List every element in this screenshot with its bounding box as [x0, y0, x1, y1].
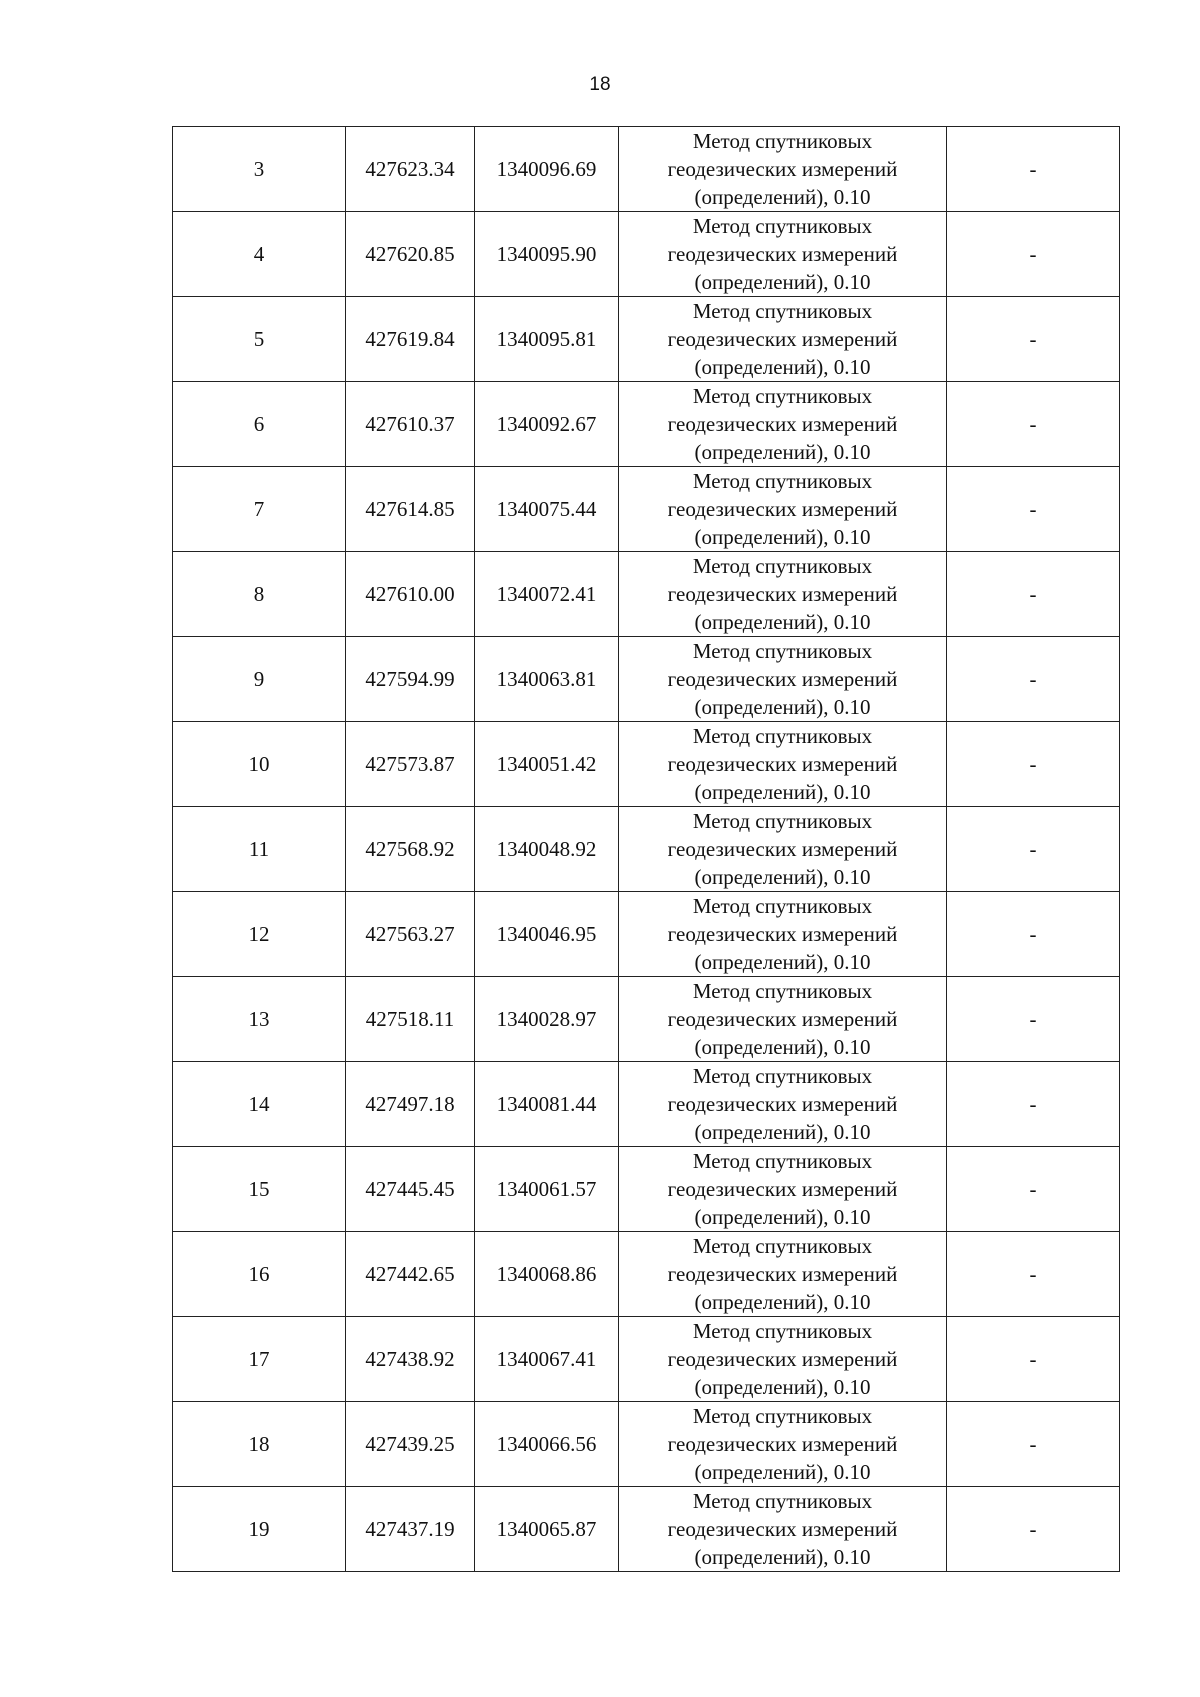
description-cell: -: [947, 382, 1120, 467]
point-number-cell: 18: [173, 1402, 346, 1487]
method-accuracy-cell: [619, 1062, 947, 1147]
description-cell: -: [947, 1147, 1120, 1232]
x-coordinate-cell: 427438.92: [346, 1317, 475, 1402]
method-accuracy-cell: [619, 892, 947, 977]
method-accuracy-text: Метод спутниковых геодезических измерений (определений), 0.10: [667, 894, 898, 974]
x-coordinate-cell: 427620.85: [346, 212, 475, 297]
description-cell: -: [947, 807, 1120, 892]
method-accuracy-cell: [619, 552, 947, 637]
x-coordinate-cell: 427442.65: [346, 1232, 475, 1317]
table-row: [173, 1402, 1120, 1487]
table-row: [173, 977, 1120, 1062]
x-coordinate-cell: 427619.84: [346, 297, 475, 382]
table-row: [173, 1487, 1120, 1572]
method-accuracy-cell: [619, 977, 947, 1062]
point-number-cell: 4: [173, 212, 346, 297]
point-number-cell: 13: [173, 977, 346, 1062]
method-accuracy-text: Метод спутниковых геодезических измерений (определений), 0.10: [667, 1234, 898, 1314]
method-accuracy-cell: [619, 212, 947, 297]
y-coordinate-cell: 1340095.90: [475, 212, 619, 297]
table-row: [173, 297, 1120, 382]
description-cell: -: [947, 1232, 1120, 1317]
description-cell: -: [947, 1402, 1120, 1487]
x-coordinate-cell: 427568.92: [346, 807, 475, 892]
y-coordinate-cell: 1340063.81: [475, 637, 619, 722]
y-coordinate-cell: 1340081.44: [475, 1062, 619, 1147]
y-coordinate-cell: 1340075.44: [475, 467, 619, 552]
y-coordinate-cell: 1340066.56: [475, 1402, 619, 1487]
method-accuracy-text: Метод спутниковых геодезических измерений (определений), 0.10: [667, 1489, 898, 1569]
point-number-cell: 9: [173, 637, 346, 722]
point-number-cell: 3: [173, 127, 346, 212]
y-coordinate-cell: 1340072.41: [475, 552, 619, 637]
method-accuracy-text: Метод спутниковых геодезических измерений (определений), 0.10: [667, 979, 898, 1059]
table-row: [173, 382, 1120, 467]
method-accuracy-cell: [619, 1232, 947, 1317]
method-accuracy-cell: [619, 467, 947, 552]
x-coordinate-cell: 427437.19: [346, 1487, 475, 1572]
table-row: [173, 1232, 1120, 1317]
table-row: [173, 1317, 1120, 1402]
y-coordinate-cell: 1340051.42: [475, 722, 619, 807]
table-row: [173, 552, 1120, 637]
coordinates-table-body: [173, 127, 1120, 1572]
method-accuracy-text: Метод спутниковых геодезических измерений (определений), 0.10: [667, 724, 898, 804]
method-accuracy-cell: [619, 382, 947, 467]
table-row: [173, 1062, 1120, 1147]
description-cell: -: [947, 1062, 1120, 1147]
method-accuracy-cell: [619, 1317, 947, 1402]
table-row: [173, 127, 1120, 212]
description-cell: -: [947, 892, 1120, 977]
y-coordinate-cell: 1340065.87: [475, 1487, 619, 1572]
table-row: [173, 467, 1120, 552]
method-accuracy-cell: [619, 637, 947, 722]
point-number-cell: 8: [173, 552, 346, 637]
point-number-cell: 12: [173, 892, 346, 977]
description-cell: -: [947, 297, 1120, 382]
x-coordinate-cell: 427610.37: [346, 382, 475, 467]
description-cell: -: [947, 212, 1120, 297]
y-coordinate-cell: 1340068.86: [475, 1232, 619, 1317]
table-row: [173, 807, 1120, 892]
y-coordinate-cell: 1340067.41: [475, 1317, 619, 1402]
y-coordinate-cell: 1340046.95: [475, 892, 619, 977]
method-accuracy-text: Метод спутниковых геодезических измерений (определений), 0.10: [667, 1319, 898, 1399]
method-accuracy-cell: [619, 1402, 947, 1487]
method-accuracy-text: Метод спутниковых геодезических измерений (определений), 0.10: [667, 214, 898, 294]
y-coordinate-cell: 1340092.67: [475, 382, 619, 467]
method-accuracy-cell: [619, 722, 947, 807]
point-number-cell: 15: [173, 1147, 346, 1232]
table-row: [173, 1147, 1120, 1232]
x-coordinate-cell: 427623.34: [346, 127, 475, 212]
x-coordinate-cell: 427497.18: [346, 1062, 475, 1147]
method-accuracy-text: Метод спутниковых геодезических измерений (определений), 0.10: [667, 1404, 898, 1484]
table-row: [173, 637, 1120, 722]
method-accuracy-text: Метод спутниковых геодезических измерений (определений), 0.10: [667, 299, 898, 379]
x-coordinate-cell: 427614.85: [346, 467, 475, 552]
x-coordinate-cell: 427573.87: [346, 722, 475, 807]
method-accuracy-text: Метод спутниковых геодезических измерений (определений), 0.10: [667, 129, 898, 209]
point-number-cell: 7: [173, 467, 346, 552]
description-cell: -: [947, 637, 1120, 722]
description-cell: -: [947, 552, 1120, 637]
y-coordinate-cell: 1340061.57: [475, 1147, 619, 1232]
point-number-cell: 11: [173, 807, 346, 892]
point-number-cell: 17: [173, 1317, 346, 1402]
page-number: 18: [589, 74, 611, 95]
point-number-cell: 19: [173, 1487, 346, 1572]
method-accuracy-text: Метод спутниковых геодезических измерений (определений), 0.10: [667, 384, 898, 464]
method-accuracy-text: Метод спутниковых геодезических измерений (определений), 0.10: [667, 469, 898, 549]
x-coordinate-cell: 427445.45: [346, 1147, 475, 1232]
method-accuracy-text: Метод спутниковых геодезических измерений (определений), 0.10: [667, 809, 898, 889]
description-cell: -: [947, 467, 1120, 552]
method-accuracy-cell: [619, 1487, 947, 1572]
x-coordinate-cell: 427594.99: [346, 637, 475, 722]
y-coordinate-cell: 1340048.92: [475, 807, 619, 892]
table-row: [173, 892, 1120, 977]
point-number-cell: 5: [173, 297, 346, 382]
description-cell: -: [947, 977, 1120, 1062]
method-accuracy-text: Метод спутниковых геодезических измерений (определений), 0.10: [667, 639, 898, 719]
method-accuracy-text: Метод спутниковых геодезических измерений (определений), 0.10: [667, 554, 898, 634]
point-number-cell: 6: [173, 382, 346, 467]
method-accuracy-cell: [619, 297, 947, 382]
description-cell: -: [947, 1487, 1120, 1572]
table-row: [173, 212, 1120, 297]
x-coordinate-cell: 427518.11: [346, 977, 475, 1062]
method-accuracy-cell: [619, 127, 947, 212]
point-number-cell: 14: [173, 1062, 346, 1147]
method-accuracy-cell: [619, 807, 947, 892]
coordinates-table: [172, 126, 1120, 1572]
y-coordinate-cell: 1340095.81: [475, 297, 619, 382]
method-accuracy-text: Метод спутниковых геодезических измерений (определений), 0.10: [667, 1149, 898, 1229]
x-coordinate-cell: 427439.25: [346, 1402, 475, 1487]
description-cell: -: [947, 127, 1120, 212]
y-coordinate-cell: 1340028.97: [475, 977, 619, 1062]
x-coordinate-cell: 427610.00: [346, 552, 475, 637]
y-coordinate-cell: 1340096.69: [475, 127, 619, 212]
table-row: [173, 722, 1120, 807]
description-cell: -: [947, 1317, 1120, 1402]
method-accuracy-cell: [619, 1147, 947, 1232]
method-accuracy-text: Метод спутниковых геодезических измерений (определений), 0.10: [667, 1064, 898, 1144]
point-number-cell: 16: [173, 1232, 346, 1317]
point-number-cell: 10: [173, 722, 346, 807]
description-cell: -: [947, 722, 1120, 807]
x-coordinate-cell: 427563.27: [346, 892, 475, 977]
